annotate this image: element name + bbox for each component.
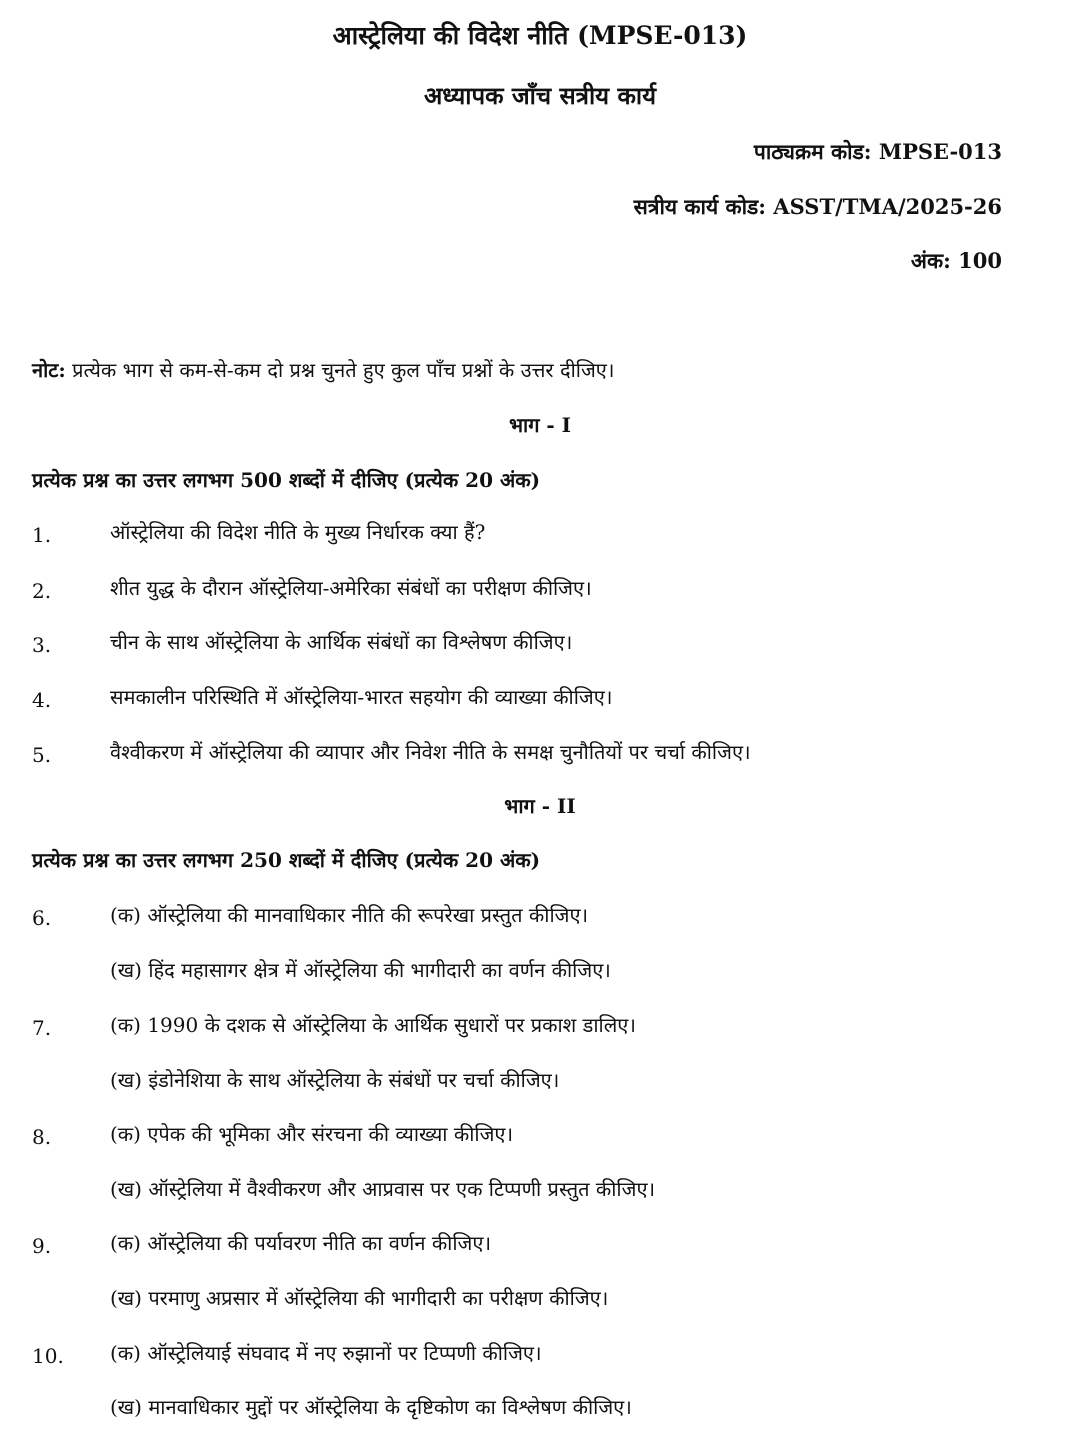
question-part-b: (ख) ऑस्ट्रेलिया में वैश्वीकरण और आप्रवास पर एक टिप्पणी प्रस्तुत कीजिए। [110, 1177, 656, 1201]
question-number: 4. [32, 688, 52, 712]
question-part-b: (ख) इंडोनेशिया के साथ ऑस्ट्रेलिया के संबंधों पर चर्चा कीजिए। [110, 1068, 560, 1092]
question-text: वैश्वीकरण में ऑस्ट्रेलिया की व्यापार और निवेश नीति के समक्ष चुनौतियों पर चर्चा कीजिए। [110, 740, 751, 764]
question-part-b: (ख) मानवाधिकार मुद्दों पर ऑस्ट्रेलिया के दृष्टिकोण का विश्लेषण कीजिए। [110, 1395, 632, 1419]
part-1-title: भाग - I [508, 413, 572, 437]
question-number: 10. [32, 1344, 64, 1368]
document-title: आस्ट्रेलिया की विदेश नीति (MPSE-013) [332, 21, 748, 50]
question-part-b: (ख) हिंद महासागर क्षेत्र में ऑस्ट्रेलिया की भागीदारी का वर्णन कीजिए। [110, 958, 611, 982]
question-number: 5. [32, 743, 52, 767]
question-number: 2. [32, 579, 52, 603]
question-number: 6. [32, 906, 52, 930]
question-number: 3. [32, 633, 52, 657]
total-marks: अंक: 100 [910, 248, 1002, 273]
question-part-a: (क) ऑस्ट्रेलिया की पर्यावरण नीति का वर्णन कीजिए। [110, 1231, 492, 1255]
question-part-a: (क) ऑस्ट्रेलिया की मानवाधिकार नीति की रूपरेखा प्रस्तुत कीजिए। [110, 903, 589, 927]
question-number: 8. [32, 1125, 52, 1149]
question-part-a: (क) 1990 के दशक से ऑस्ट्रेलिया के आर्थिक सुधारों पर प्रकाश डालिए। [110, 1013, 636, 1037]
note-label: नोट: [32, 358, 66, 382]
assignment-code: सत्रीय कार्य कोड: ASST/TMA/2025-26 [633, 194, 1002, 219]
question-text: समकालीन परिस्थिति में ऑस्ट्रेलिया-भारत सहयोग की व्याख्या कीजिए। [110, 685, 613, 709]
question-part-b: (ख) परमाणु अप्रसार में ऑस्ट्रेलिया की भागीदारी का परीक्षण कीजिए। [110, 1286, 609, 1310]
document-subtitle: अध्यापक जाँच सत्रीय कार्य [423, 81, 657, 110]
question-part-a: (क) ऑस्ट्रेलियाई संघवाद में नए रुझानों पर टिप्पणी कीजिए। [110, 1341, 542, 1365]
question-part-a: (क) एपेक की भूमिका और संरचना की व्याख्या कीजिए। [110, 1122, 514, 1146]
question-number: 9. [32, 1234, 52, 1258]
note [32, 355, 614, 385]
course-code: पाठ्यक्रम कोड: MPSE-013 [753, 139, 1002, 164]
note-text: प्रत्येक भाग से कम-से-कम दो प्रश्न चुनते हुए कुल पाँच प्रश्नों के उत्तर दीजिए। [65, 358, 615, 382]
question-text: चीन के साथ ऑस्ट्रेलिया के आर्थिक संबंधों का विश्लेषण कीजिए। [110, 630, 573, 654]
question-number: 7. [32, 1016, 52, 1040]
question-text: शीत युद्ध के दौरान ऑस्ट्रेलिया-अमेरिका संबंधों का परीक्षण कीजिए। [110, 576, 592, 600]
part-1-instruction: प्रत्येक प्रश्न का उत्तर लगभग 500 शब्दों में दीजिए (प्रत्येक 20 अंक) [32, 468, 541, 492]
question-number: 1. [32, 523, 52, 547]
part-2-title: भाग - II [504, 794, 576, 818]
part-2-instruction: प्रत्येक प्रश्न का उत्तर लगभग 250 शब्दों में दीजिए (प्रत्येक 20 अंक) [32, 848, 541, 872]
question-text: ऑस्ट्रेलिया की विदेश नीति के मुख्य निर्धारक क्या हैं? [110, 520, 486, 544]
